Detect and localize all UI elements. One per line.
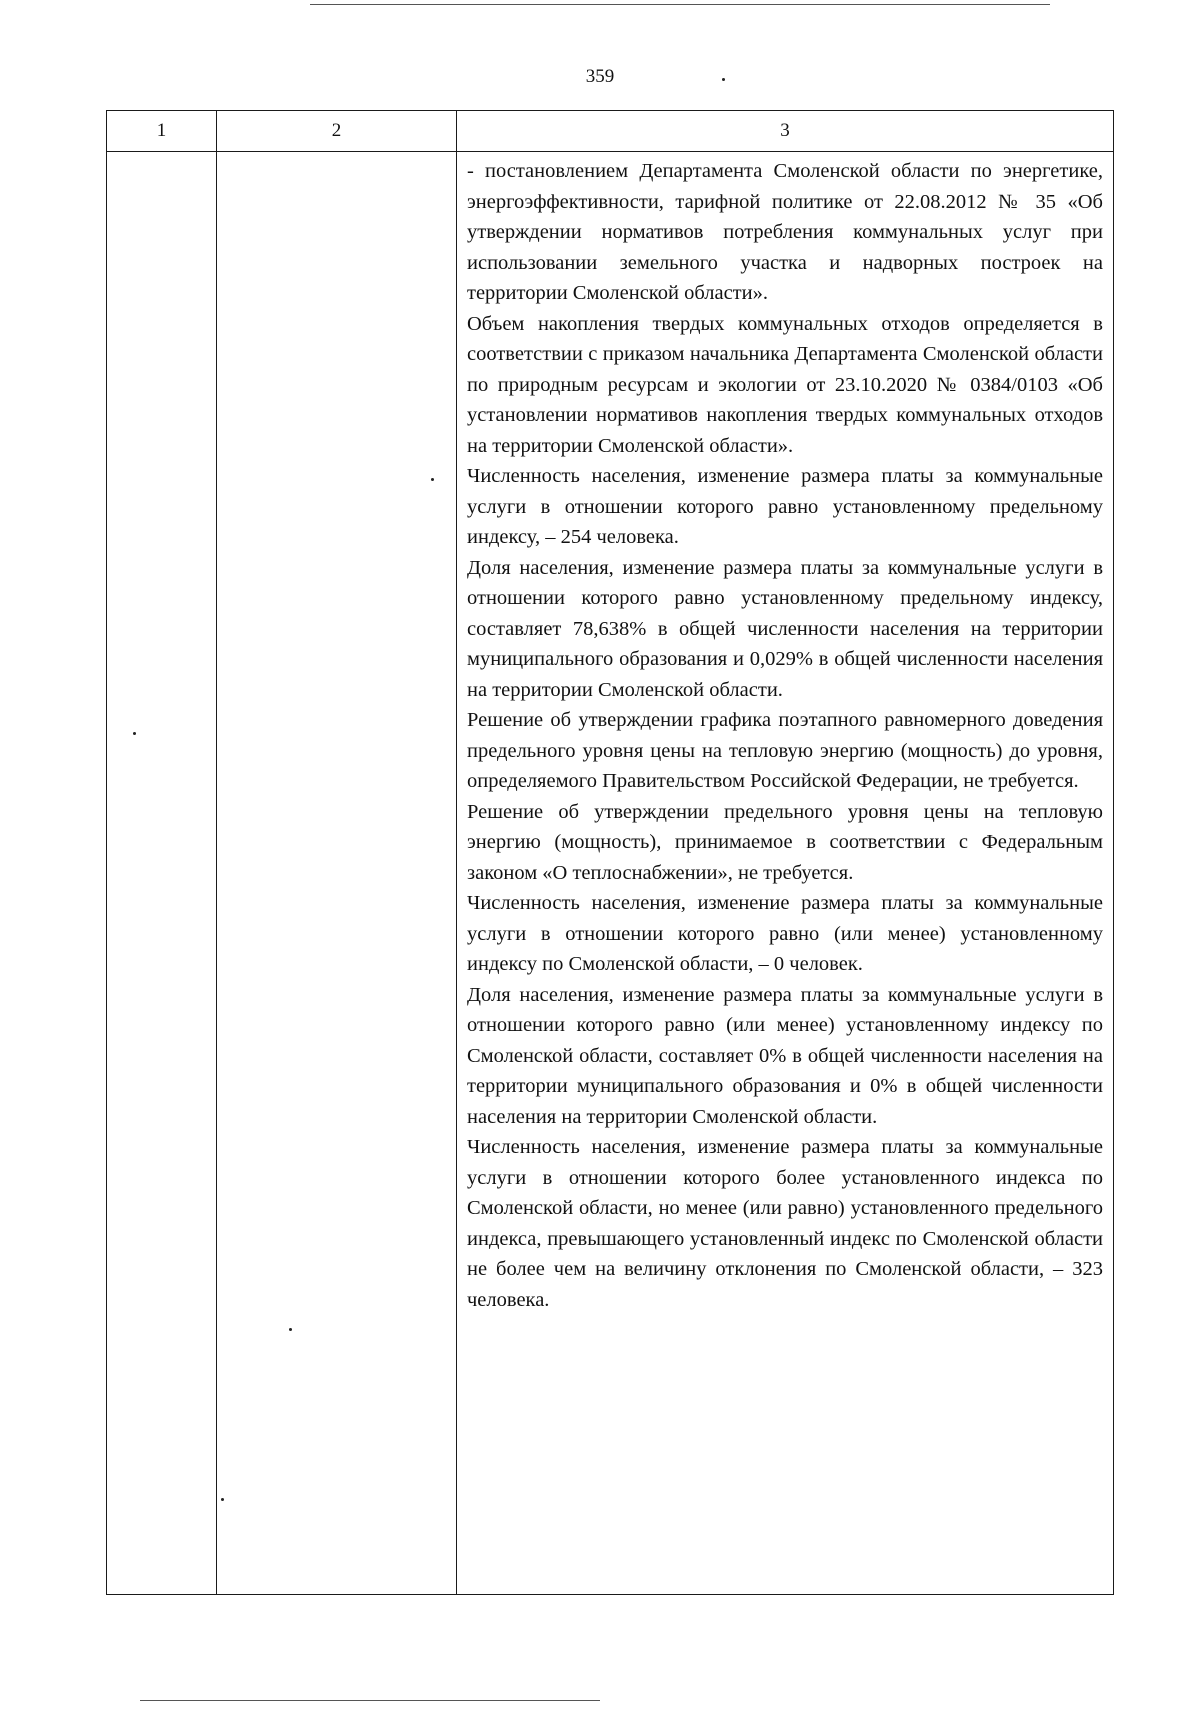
table-row [107,152,1114,1595]
table-cell-col3 [457,152,1114,1595]
scan-artifact-top [310,4,1050,5]
scan-speck [722,78,725,81]
paragraph: Решение об утверждении графика поэтапного равномерного доведения предельного уровня цены на тепловую энергию (мощность) до уровня, определяемого Правительством Российской Федерации, не требуется. [467,709,1103,792]
paragraph: Численность населения, изменение размера платы за коммунальные услуги в отношении которого равно (или менее) установленному индексу по Смоленской области, – 0 человек. [467,892,1103,975]
paragraph: Численность населения, изменение размера платы за коммунальные услуги в отношении которого равно установленному предельному индексу, – 254 человека. [467,465,1103,548]
paragraph: Доля населения, изменение размера платы за коммунальные услуги в отношении которого равно установленному предельному индексу, составляет 78,638% в общей численности населения на территории муниципального образования и 0,029% в общей численности населения на территории Смоленской области. [467,556,1103,701]
column-header: 2 [217,111,457,152]
page-number: 359 [585,66,615,87]
column-header: 1 [107,111,217,152]
table-header-row [107,111,1114,152]
paragraph: Решение об утверждении предельного уровня цены на тепловую энергию (мощность), принимаемое в соответствии с Федеральным законом «О теплоснабжении», не требуется. [467,800,1103,884]
table-cell-col2 [217,152,457,1595]
paragraph: Объем накопления твердых коммунальных отходов определяется в соответствии с приказом начальника Департамента Смоленской области по природным ресурсам и экологии от 23.10.2020 № 0384/0103 «Об установлении нормативов накопления твердых коммунальных отходов на территории Смоленской области». [467,312,1103,457]
paragraph: Доля населения, изменение размера платы за коммунальные услуги в отношении которого равно (или менее) установленному индексу по Смоленской области, составляет 0% в общей численности населения на территории муниципального образования и 0% в общей численности населения на территории Смоленской области. [467,983,1103,1128]
document-table [106,110,1114,1595]
scan-artifact-bottom [140,1700,600,1701]
paragraph: Численность населения, изменение размера платы за коммунальные услуги в отношении которого более установленного индекса по Смоленской области, но менее (или равно) установленного предельного индекса, превышающего установленный индекс по Смоленской области не более чем на величину отклонения по Смоленской области, – 323 человека. [467,1136,1103,1311]
table-cell-col1 [107,152,217,1595]
paragraph: - постановлением Департамента Смоленской области по энергетике, энергоэффективности, тарифной политике от 22.08.2012 № 35 «Об утверждении нормативов потребления коммунальных услуг при использовании земельного участка и надворных построек на территории Смоленской области». [467,160,1103,304]
column-header: 3 [457,111,1114,152]
